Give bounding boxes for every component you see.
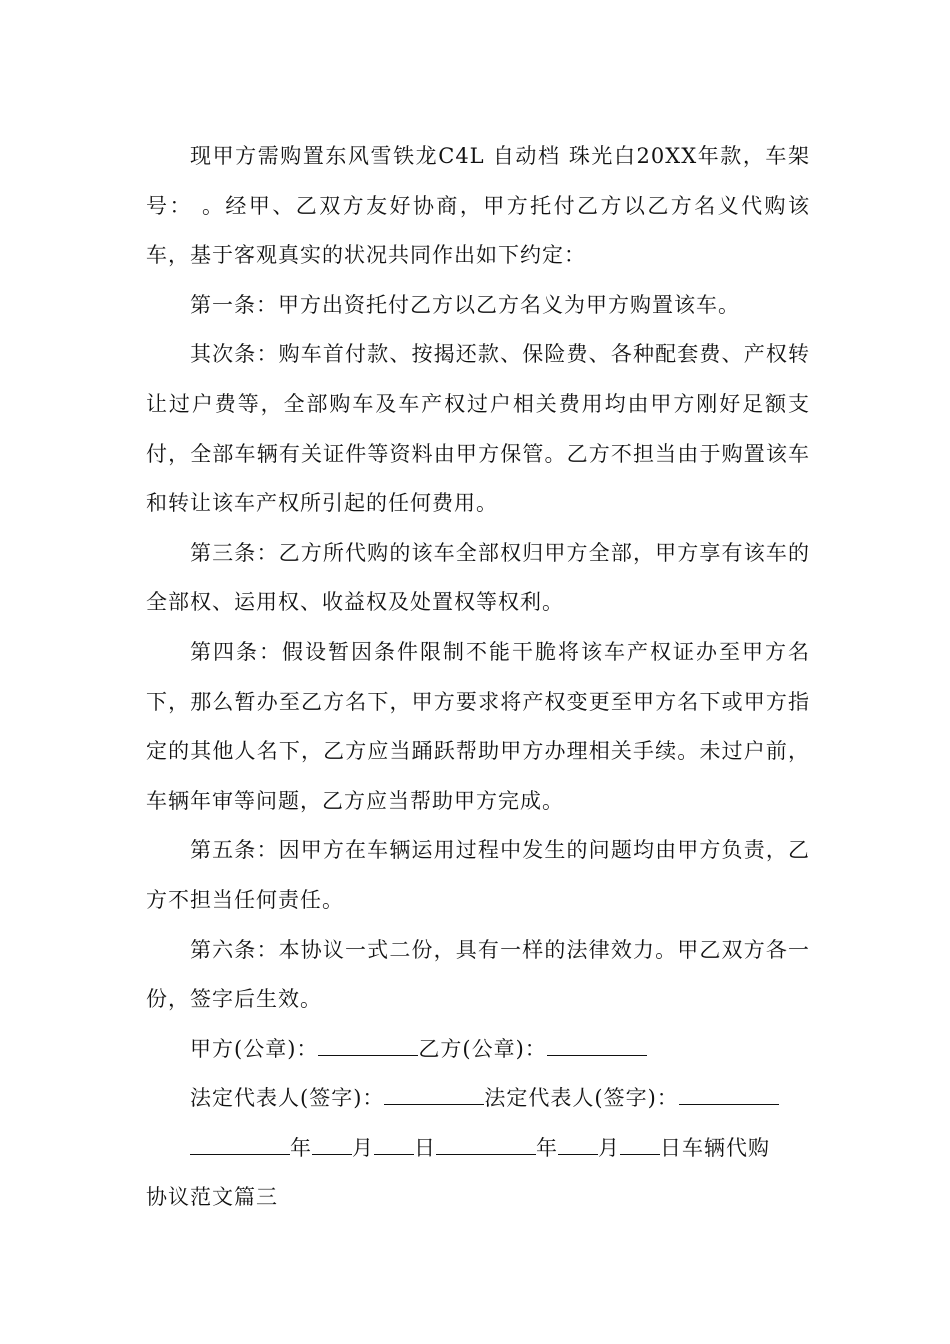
rep-a-blank [384, 1082, 484, 1105]
party-a-seal-label: 甲方(公章)： [190, 1036, 319, 1061]
rep-b-label: 法定代表人(签字)： [484, 1086, 679, 1111]
article-1: 第一条：甲方出资托付乙方以乙方名义为甲方购置该车。 [190, 292, 740, 317]
year-a-blank [190, 1132, 290, 1155]
party-b-seal-blank [547, 1033, 647, 1056]
rep-b-blank [679, 1082, 779, 1105]
year-a-label: 年 [290, 1135, 312, 1160]
month-a-blank [312, 1132, 352, 1155]
day-b-label: 日 [660, 1135, 682, 1160]
article-4: 第四条：假设暂因条件限制不能干脆将该车产权证办至甲方名下，那么暂办至乙方名下，甲方要求将产权变更至甲方名下或甲方指定的其他人名下，乙方应当踊跃帮助甲方办理相关手续。未过户前，车辆年审等问题，乙方应当帮助甲方完成。 [146, 639, 810, 813]
representative-line [146, 1074, 810, 1124]
month-a-label: 月 [352, 1135, 374, 1160]
trailing-title-text: 车辆代购 [682, 1135, 770, 1160]
month-b-label: 月 [598, 1135, 620, 1160]
year-b-label: 年 [536, 1135, 558, 1160]
day-a-label: 日 [414, 1135, 436, 1160]
article-2: 其次条：购车首付款、按揭还款、保险费、各种配套费、产权转让过户费等，全部购车及车产权过户相关费用均由甲方刚好足额支付，全部车辆有关证件等资料由甲方保管。乙方不担当由于购置该车和转让该车产权所引起的任何费用。 [146, 342, 810, 516]
party-a-seal-blank [318, 1033, 418, 1056]
rep-a-label: 法定代表人(签字)： [190, 1086, 385, 1111]
party-b-seal-label: 乙方(公章)： [418, 1036, 547, 1061]
day-b-blank [620, 1132, 660, 1155]
agreement-body [146, 132, 810, 1223]
intro-paragraph: 现甲方需购置东风雪铁龙C4L 自动档 珠光白20XX年款，车架号： 。经甲、乙双方友好协商，甲方托付乙方以乙方名义代购该车，基于客观真实的状况共同作出如下约定： [146, 144, 810, 268]
seal-line [146, 1025, 810, 1075]
article-5: 第五条：因甲方在车辆运用过程中发生的问题均由甲方负责，乙方不担当任何责任。 [146, 838, 810, 912]
article-6: 第六条：本协议一式二份，具有一样的法律效力。甲乙双方各一份，签字后生效。 [146, 937, 810, 1012]
next-section-heading: 协议范文篇三 [146, 1185, 278, 1210]
article-3: 第三条：乙方所代购的该车全部权归甲方全部，甲方享有该车的全部权、运用权、收益权及处置权等权利。 [146, 540, 810, 615]
date-line [146, 1124, 810, 1174]
month-b-blank [558, 1132, 598, 1155]
day-a-blank [374, 1132, 414, 1155]
year-b-blank [436, 1132, 536, 1155]
